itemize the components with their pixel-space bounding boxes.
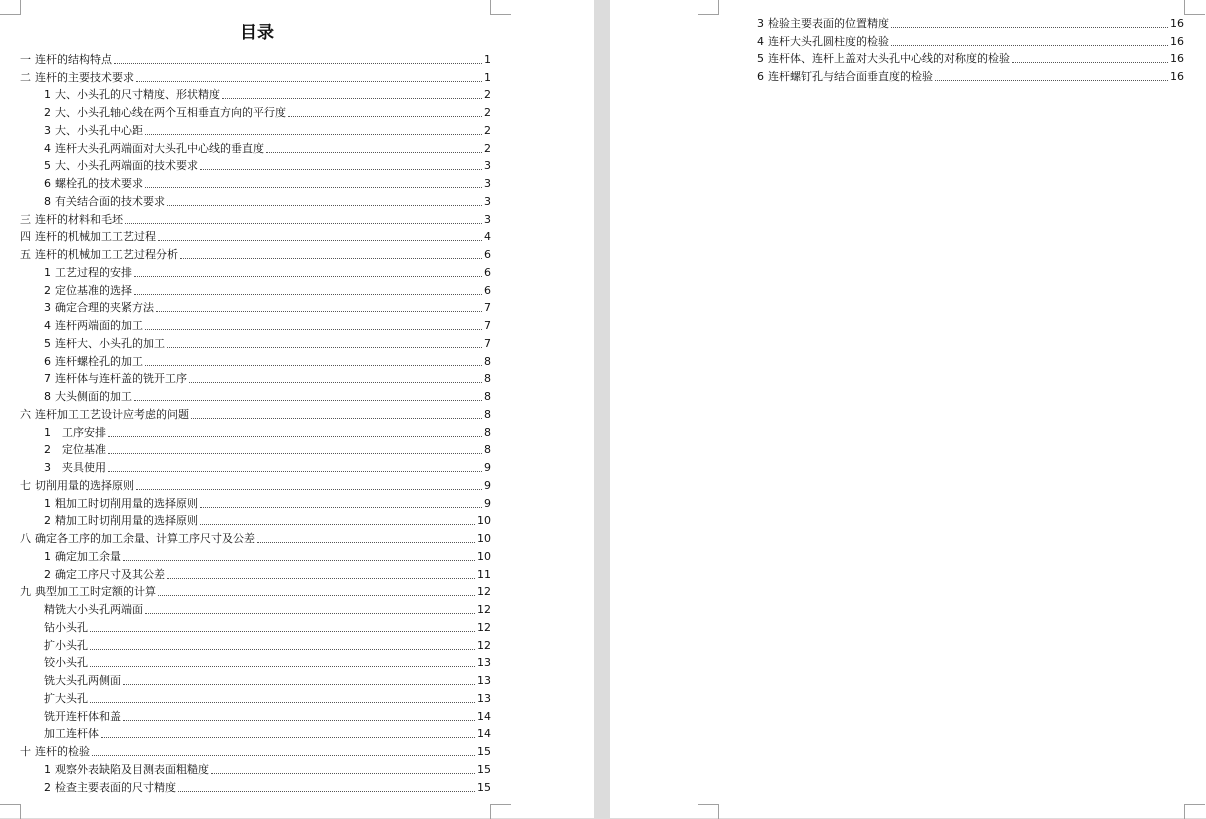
toc-entry-number: 3 — [44, 461, 51, 474]
toc-entry-label: 工艺过程的安排 — [55, 265, 132, 279]
toc-entry-number: 五 — [20, 248, 31, 261]
toc-dot-leader — [257, 542, 475, 543]
toc-dot-leader — [90, 666, 475, 667]
toc-page-number: 12 — [477, 620, 491, 634]
toc-entry[interactable] — [20, 369, 491, 387]
toc-page-number: 10 — [477, 549, 491, 563]
toc-entry-number: 1 — [44, 549, 51, 563]
toc-page-number: 13 — [477, 656, 491, 670]
toc-dot-leader — [136, 81, 482, 82]
toc-page-number: 1 — [484, 70, 491, 84]
toc-entry-number: 3 — [757, 16, 764, 30]
toc-entry-label: 精加工时切削用量的选择原则 — [55, 514, 198, 528]
toc-dot-leader — [200, 524, 475, 525]
toc-entry-number: 5 — [44, 336, 51, 350]
toc-entry-number: 1 — [44, 265, 51, 279]
toc-entry-number: 三 — [20, 212, 31, 226]
toc-entry[interactable] — [20, 688, 491, 706]
toc-entry[interactable] — [20, 582, 491, 600]
toc-page-number: 12 — [477, 585, 491, 599]
toc-page-number: 6 — [484, 265, 491, 279]
toc-dot-leader — [200, 169, 482, 170]
toc-entry-label: 连杆体、连杆上盖对大头孔中心线的对称度的检验 — [768, 52, 1010, 66]
page-corner-mark — [1184, 0, 1205, 15]
toc-dot-leader — [90, 631, 475, 632]
toc-page-number: 2 — [484, 123, 491, 137]
toc-dot-leader — [266, 152, 482, 153]
toc-entry-number: 6 — [757, 70, 764, 83]
toc-dot-leader — [935, 80, 1168, 81]
toc-entry-label: 典型加工工时定额的计算 — [35, 585, 156, 599]
toc-entry-label: 确定各工序的加工余量、计算工序尺寸及公差 — [35, 532, 255, 545]
toc-entry[interactable] — [20, 191, 491, 209]
toc-dot-leader — [200, 507, 482, 508]
toc-dot-leader — [123, 560, 475, 561]
toc-entry-label: 大头侧面的加工 — [55, 390, 132, 403]
toc-entry-number: 1 — [44, 88, 51, 102]
toc-entry-label: 有关结合面的技术要求 — [55, 194, 165, 208]
toc-page-number: 9 — [484, 461, 491, 474]
toc-dot-leader — [167, 205, 482, 206]
toc-dot-leader — [158, 595, 475, 596]
toc-entry-label: 连杆的材料和毛坯 — [35, 212, 123, 226]
page-gap — [594, 0, 610, 818]
toc-page-number: 8 — [484, 372, 491, 386]
page-corner-mark — [490, 804, 511, 819]
toc-entry[interactable] — [20, 102, 491, 120]
toc-entry-label: 确定工序尺寸及其公差 — [55, 567, 165, 581]
toc-entry-label: 连杆大、小头孔的加工 — [55, 336, 165, 350]
toc-entry-number: 8 — [44, 194, 51, 208]
toc-entry-number: 十 — [20, 745, 31, 758]
toc-entry-label: 连杆的主要技术要求 — [35, 70, 134, 84]
toc-entry-label: 连杆螺钉孔与结合面垂直度的检验 — [768, 70, 933, 83]
toc-title: 目录 — [240, 23, 274, 43]
toc-entry-number: 6 — [44, 354, 51, 368]
toc-dot-leader — [167, 347, 482, 348]
toc-page-number: 2 — [484, 141, 491, 155]
toc-dot-leader — [178, 791, 475, 792]
toc-entry-label: 扩小头孔 — [44, 638, 88, 652]
toc-entry-number: 7 — [44, 372, 51, 386]
toc-entry-label: 铰小头孔 — [44, 656, 88, 670]
toc-entry-number: 3 — [44, 301, 51, 315]
toc-entry[interactable] — [20, 49, 491, 67]
toc-entry-label: 大、小头孔中心距 — [55, 123, 143, 137]
toc-entry-label: 连杆两端面的加工 — [55, 319, 143, 332]
toc-entry-number: 1 — [44, 496, 51, 510]
toc-entry-number: 八 — [20, 532, 31, 545]
toc-dot-leader — [114, 63, 482, 64]
toc-dot-leader — [101, 737, 475, 738]
page-corner-mark — [0, 0, 21, 15]
toc-dot-leader — [145, 613, 475, 614]
toc-page-number: 6 — [484, 283, 491, 297]
toc-page-number: 16 — [1170, 34, 1184, 48]
toc-page-number: 16 — [1170, 16, 1184, 30]
toc-entry[interactable] — [20, 564, 491, 582]
toc-dot-leader — [211, 773, 475, 774]
toc-entry[interactable] — [20, 404, 491, 422]
toc-entry[interactable] — [20, 67, 491, 85]
toc-entry-number: 六 — [20, 407, 31, 421]
page-corner-mark — [698, 804, 719, 819]
toc-dot-leader — [125, 223, 482, 224]
toc-entry-label: 连杆的结构特点 — [35, 52, 112, 66]
toc-dot-leader — [92, 755, 475, 756]
toc-page-number: 15 — [477, 745, 491, 758]
toc-entry[interactable] — [20, 528, 491, 546]
toc-page-number: 15 — [477, 762, 491, 776]
toc-entry[interactable] — [20, 635, 491, 653]
toc-dot-leader — [145, 329, 482, 330]
toc-entry[interactable] — [20, 280, 491, 298]
toc-entry[interactable] — [20, 351, 491, 369]
toc-list-left — [20, 49, 491, 795]
toc-entry-number: 2 — [44, 106, 51, 119]
toc-entry-label: 定位基准 — [55, 443, 106, 457]
toc-dot-leader — [891, 27, 1168, 28]
toc-entry-label: 连杆大头孔圆柱度的检验 — [768, 34, 889, 48]
toc-dot-leader — [108, 453, 482, 454]
toc-page-number: 8 — [484, 390, 491, 403]
toc-page-number: 8 — [484, 443, 491, 457]
toc-entry[interactable] — [20, 777, 491, 795]
toc-entry-label: 切削用量的选择原则 — [35, 478, 134, 492]
toc-dot-leader — [134, 400, 482, 401]
toc-dot-leader — [222, 98, 482, 99]
toc-entry-label: 检验主要表面的位置精度 — [768, 16, 889, 30]
toc-dot-leader — [1012, 62, 1168, 63]
toc-entry[interactable] — [20, 173, 491, 191]
toc-dot-leader — [123, 684, 475, 685]
toc-entry-number: 2 — [44, 283, 51, 297]
toc-entry[interactable] — [20, 262, 491, 280]
toc-entry-number: 九 — [20, 585, 31, 599]
toc-page-number: 3 — [484, 159, 491, 173]
toc-entry[interactable] — [20, 599, 491, 617]
toc-entry-label: 铣大头孔两侧面 — [44, 674, 121, 687]
toc-entry[interactable] — [20, 475, 491, 493]
toc-entry[interactable] — [733, 49, 1184, 67]
toc-entry-number: 6 — [44, 177, 51, 190]
toc-dot-leader — [145, 187, 482, 188]
toc-page-number: 14 — [477, 709, 491, 723]
toc-dot-leader — [123, 720, 475, 721]
toc-entry-number: 5 — [757, 52, 764, 66]
toc-entry-number: 2 — [44, 780, 51, 794]
toc-entry[interactable] — [20, 227, 491, 245]
toc-page-number: 14 — [477, 727, 491, 741]
toc-entry[interactable] — [733, 13, 1184, 31]
toc-page-number: 16 — [1170, 70, 1184, 83]
toc-entry-label: 连杆体与连杆盖的铣开工序 — [55, 372, 187, 386]
toc-page-number: 8 — [484, 407, 491, 421]
toc-entry[interactable] — [20, 298, 491, 316]
toc-page-number: 15 — [477, 780, 491, 794]
toc-dot-leader — [134, 294, 482, 295]
toc-entry-label: 观察外表缺陷及目测表面粗糙度 — [55, 762, 209, 776]
toc-entry[interactable] — [20, 440, 491, 458]
toc-entry-label: 粗加工时切削用量的选择原则 — [55, 496, 198, 510]
toc-entry[interactable] — [20, 209, 491, 227]
toc-entry-label: 检查主要表面的尺寸精度 — [55, 780, 176, 794]
toc-entry-label: 大、小头孔的尺寸精度、形状精度 — [55, 88, 220, 102]
toc-entry-label: 大、小头孔两端面的技术要求 — [55, 159, 198, 173]
toc-page-number: 12 — [477, 603, 491, 616]
toc-entry[interactable] — [20, 759, 491, 777]
toc-dot-leader — [191, 418, 482, 419]
toc-entry[interactable] — [20, 670, 491, 688]
toc-entry-number: 二 — [20, 70, 31, 84]
document-page-right — [610, 0, 1206, 818]
toc-page-number: 7 — [484, 336, 491, 350]
toc-entry-number: 一 — [20, 52, 31, 66]
toc-entry-number: 四 — [20, 230, 31, 244]
toc-dot-leader — [134, 276, 482, 277]
toc-page-number: 2 — [484, 106, 491, 119]
toc-entry-label: 精铣大小头孔两端面 — [44, 603, 143, 616]
toc-entry-label: 大、小头孔轴心线在两个互相垂直方向的平行度 — [55, 106, 286, 119]
toc-entry-label: 连杆加工工艺设计应考虑的问题 — [35, 407, 189, 421]
toc-entry-label: 夹具使用 — [55, 461, 106, 474]
toc-entry-number: 4 — [44, 319, 51, 332]
toc-entry-label: 连杆的检验 — [35, 745, 90, 758]
toc-page-number: 13 — [477, 691, 491, 705]
page-corner-mark — [698, 0, 719, 15]
page-corner-mark — [0, 804, 21, 819]
toc-entry-label: 连杆的机械加工工艺过程 — [35, 230, 156, 244]
toc-entry-label: 扩大头孔 — [44, 691, 88, 705]
toc-page-number: 3 — [484, 194, 491, 208]
toc-page-number: 6 — [484, 248, 491, 261]
toc-entry-number: 2 — [44, 567, 51, 581]
toc-entry-number: 2 — [44, 443, 51, 457]
toc-entry[interactable] — [20, 386, 491, 404]
toc-entry[interactable] — [20, 333, 491, 351]
toc-dot-leader — [189, 382, 482, 383]
toc-page-number: 11 — [477, 567, 491, 581]
toc-page-number: 3 — [484, 212, 491, 226]
toc-page-number: 1 — [484, 52, 491, 66]
toc-entry-label: 工序安排 — [55, 425, 106, 439]
toc-page-number: 13 — [477, 674, 491, 687]
toc-dot-leader — [145, 134, 482, 135]
toc-entry[interactable] — [20, 138, 491, 156]
toc-entry-label: 连杆螺栓孔的加工 — [55, 354, 143, 368]
toc-entry[interactable] — [20, 315, 491, 333]
toc-entry-number: 8 — [44, 390, 51, 403]
toc-entry-number: 2 — [44, 514, 51, 528]
toc-page-number: 7 — [484, 301, 491, 315]
toc-entry-number: 5 — [44, 159, 51, 173]
page-corner-mark — [1184, 804, 1205, 819]
toc-dot-leader — [90, 649, 475, 650]
toc-entry-number: 3 — [44, 123, 51, 137]
toc-entry-label: 连杆的机械加工工艺过程分析 — [35, 248, 178, 261]
toc-dot-leader — [136, 489, 482, 490]
toc-entry[interactable] — [20, 156, 491, 174]
toc-entry[interactable] — [20, 546, 491, 564]
toc-entry[interactable] — [20, 653, 491, 671]
toc-entry[interactable] — [20, 85, 491, 103]
toc-entry-number: 4 — [757, 34, 764, 48]
toc-dot-leader — [156, 311, 482, 312]
toc-page-number: 4 — [484, 230, 491, 244]
toc-dot-leader — [90, 702, 475, 703]
toc-page-number: 8 — [484, 354, 491, 368]
toc-entry-label: 定位基准的选择 — [55, 283, 132, 297]
toc-entry-label: 加工连杆体 — [44, 727, 99, 741]
toc-dot-leader — [180, 258, 482, 259]
toc-page-number: 12 — [477, 638, 491, 652]
toc-list-right — [733, 13, 1184, 84]
toc-page-number: 9 — [484, 496, 491, 510]
toc-entry[interactable] — [733, 31, 1184, 49]
toc-entry-number: 4 — [44, 141, 51, 155]
toc-dot-leader — [158, 240, 482, 241]
toc-entry[interactable] — [20, 511, 491, 529]
toc-dot-leader — [145, 365, 482, 366]
toc-entry[interactable] — [20, 493, 491, 511]
toc-entry-label: 确定合理的夹紧方法 — [55, 301, 154, 315]
toc-page-number: 2 — [484, 88, 491, 102]
toc-page-number: 10 — [477, 532, 491, 545]
toc-entry-number: 1 — [44, 425, 51, 439]
page-corner-mark — [490, 0, 511, 15]
toc-entry-label: 确定加工余量 — [55, 549, 121, 563]
toc-page-number: 8 — [484, 425, 491, 439]
toc-entry[interactable] — [20, 422, 491, 440]
toc-dot-leader — [891, 45, 1168, 46]
toc-page-number: 16 — [1170, 52, 1184, 66]
toc-dot-leader — [108, 471, 482, 472]
toc-entry[interactable] — [733, 66, 1184, 84]
toc-dot-leader — [167, 578, 475, 579]
toc-page-number: 10 — [477, 514, 491, 528]
toc-entry[interactable] — [20, 457, 491, 475]
toc-dot-leader — [288, 116, 482, 117]
toc-entry[interactable] — [20, 617, 491, 635]
toc-dot-leader — [108, 436, 482, 437]
toc-entry[interactable] — [20, 120, 491, 138]
toc-entry-label: 铣开连杆体和盖 — [44, 709, 121, 723]
toc-page-number: 3 — [484, 177, 491, 190]
toc-entry[interactable] — [20, 741, 491, 759]
toc-page-number: 7 — [484, 319, 491, 332]
toc-page-number: 9 — [484, 478, 491, 492]
toc-entry-number: 1 — [44, 762, 51, 776]
toc-entry[interactable] — [20, 724, 491, 742]
toc-entry-label: 螺栓孔的技术要求 — [55, 177, 143, 190]
toc-entry-number: 七 — [20, 478, 31, 492]
toc-entry[interactable] — [20, 706, 491, 724]
toc-entry-label: 连杆大头孔两端面对大头孔中心线的垂直度 — [55, 141, 264, 155]
toc-entry-label: 钻小头孔 — [44, 620, 88, 634]
toc-entry[interactable] — [20, 244, 491, 262]
